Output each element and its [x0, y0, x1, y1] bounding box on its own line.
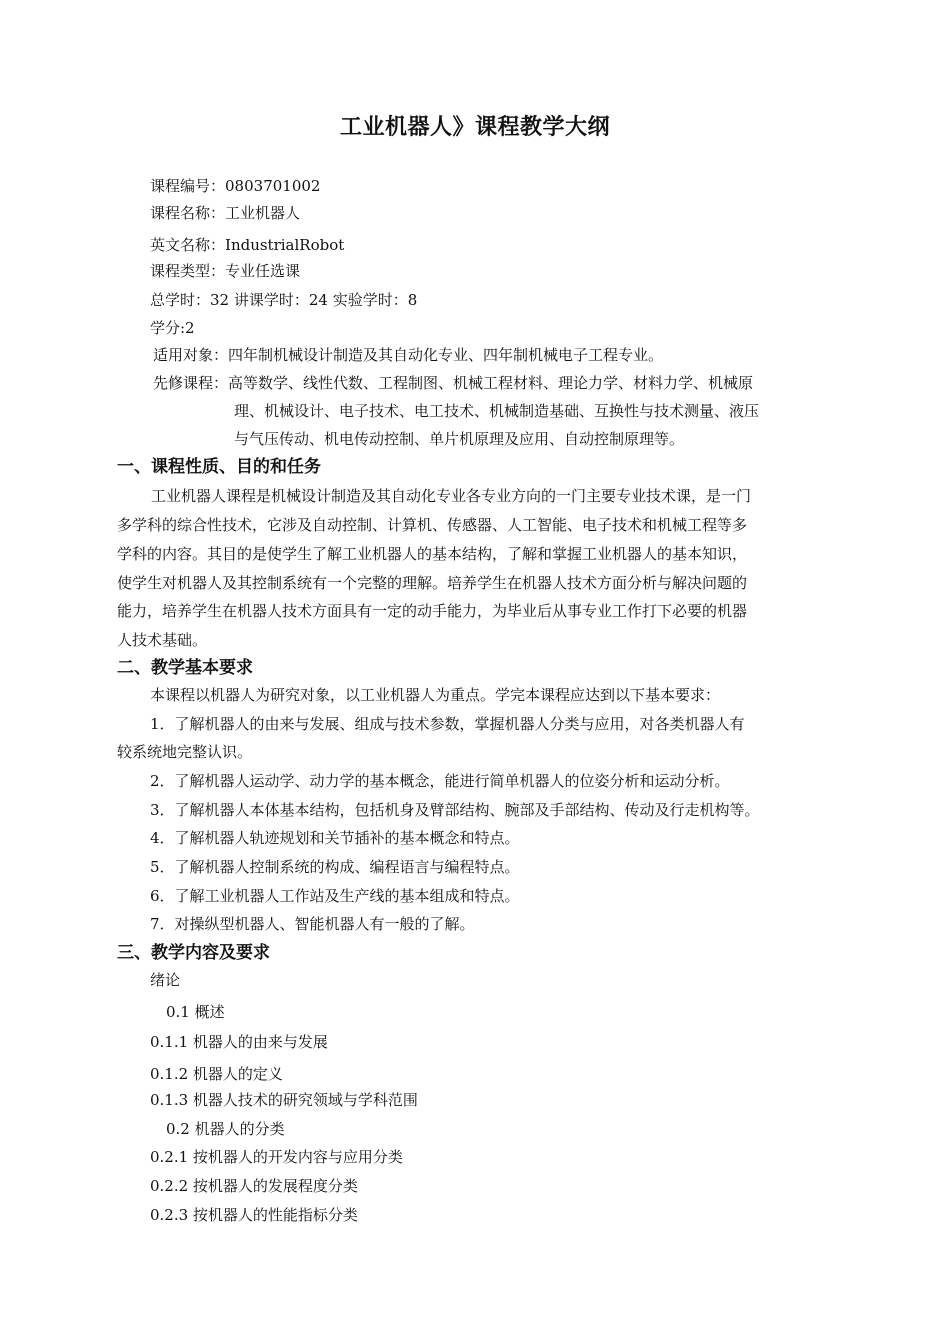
english-name-line [150, 235, 344, 255]
outline-0-1-3: 0.1.3 机器人技术的研究领域与学科范围 [150, 1091, 418, 1109]
course-code-label: 课程编号： [150, 177, 226, 195]
english-name-value: IndustrialRobot [225, 236, 345, 254]
requirement-3: 3．了解机器人本体基本结构，包括机身及臂部结构、腕部及手部结构、传动及行走机构等。 [150, 801, 760, 819]
requirement-2: 2．了解机器人运动学、动力学的基本概念，能进行简单机器人的位姿分析和运动分析。 [150, 772, 730, 790]
course-type-value: 专业任选课 [225, 262, 301, 280]
prereq-label: 先修课程： [153, 374, 229, 392]
outline-0-1-2: 0.1.2 机器人的定义 [150, 1065, 283, 1083]
section1-line-4: 使学生对机器人及其控制系统有一个完整的理解。培养学生在机器人技术方面分析与解决问题的 [117, 574, 748, 592]
prereq-line-1 [153, 373, 753, 393]
course-type-line [150, 261, 300, 281]
section1-line-5: 能力，培养学生在机器人技术方面具有一定的动手能力，为毕业后从事专业工作打下必要的机器 [117, 602, 748, 620]
outline-0-2: 0.2 机器人的分类 [166, 1120, 285, 1138]
prereq-line-2: 理、机械设计、电子技术、电工技术、机械制造基础、互换性与技术测量、液压 [234, 402, 760, 420]
hours-line: 总学时：32 讲课学时：24 实验学时：8 [150, 291, 418, 309]
section1-line-2: 多学科的综合性技术，它涉及自动控制、计算机、传感器、人工智能、电子技术和机械工程等多 [117, 516, 748, 534]
outline-0-2-3: 0.2.3 按机器人的性能指标分类 [150, 1206, 358, 1224]
prereq-text-1: 高等数学、线性代数、工程制图、机械工程材料、理论力学、材料力学、机械原 [228, 374, 754, 392]
audience-label: 适用对象： [153, 346, 229, 364]
outline-0-2-2: 0.2.2 按机器人的发展程度分类 [150, 1177, 358, 1195]
section1-line-3: 学科的内容。其目的是使学生了解工业机器人的基本结构，了解和掌握工业机器人的基本知识， [117, 545, 748, 563]
course-code-line [150, 176, 320, 196]
section3-intro: 绪论 [150, 971, 181, 989]
prereq-line-3: 与气压传动、机电传动控制、单片机原理及应用、自动控制原理等。 [234, 430, 685, 448]
credits-line: 学分:2 [150, 319, 195, 337]
course-name-line [150, 203, 300, 223]
english-name-label: 英文名称： [150, 236, 226, 254]
section-heading-2: 二、教学基本要求 [117, 658, 253, 678]
section-heading-1: 一、课程性质、目的和任务 [117, 457, 321, 477]
course-code-value: 0803701002 [225, 177, 321, 195]
section2-intro: 本课程以机器人为研究对象，以工业机器人为重点。学完本课程应达到以下基本要求： [150, 686, 721, 704]
requirement-7: 7．对操纵型机器人、智能机器人有一般的了解。 [150, 915, 475, 933]
audience-line [153, 345, 663, 365]
requirement-1-line-1: 1．了解机器人的由来与发展、组成与技术参数，掌握机器人分类与应用，对各类机器人有 [150, 715, 745, 733]
course-type-label: 课程类型： [150, 262, 226, 280]
outline-0-2-1: 0.2.1 按机器人的开发内容与应用分类 [150, 1148, 403, 1166]
requirement-4: 4．了解机器人轨迹规划和关节插补的基本概念和特点。 [150, 829, 520, 847]
requirement-6: 6．了解工业机器人工作站及生产线的基本组成和特点。 [150, 887, 520, 905]
outline-0-1-1: 0.1.1 机器人的由来与发展 [150, 1033, 328, 1051]
section1-line-6: 人技术基础。 [117, 631, 208, 649]
document-title: 工业机器人》课程教学大纲 [339, 115, 610, 140]
course-name-label: 课程名称： [150, 204, 226, 222]
section-heading-3: 三、教学内容及要求 [117, 943, 270, 963]
requirement-5: 5．了解机器人控制系统的构成、编程语言与编程特点。 [150, 858, 520, 876]
outline-0-1: 0.1 概述 [166, 1003, 225, 1021]
section1-line-1: 工业机器人课程是机械设计制造及其自动化专业各专业方向的一门主要专业技术课，是一门 [151, 487, 752, 505]
audience-value: 四年制机械设计制造及其自动化专业、四年制机械电子工程专业。 [228, 346, 664, 364]
requirement-1-line-2: 较系统地完整认识。 [117, 743, 253, 761]
course-name-value: 工业机器人 [225, 204, 301, 222]
